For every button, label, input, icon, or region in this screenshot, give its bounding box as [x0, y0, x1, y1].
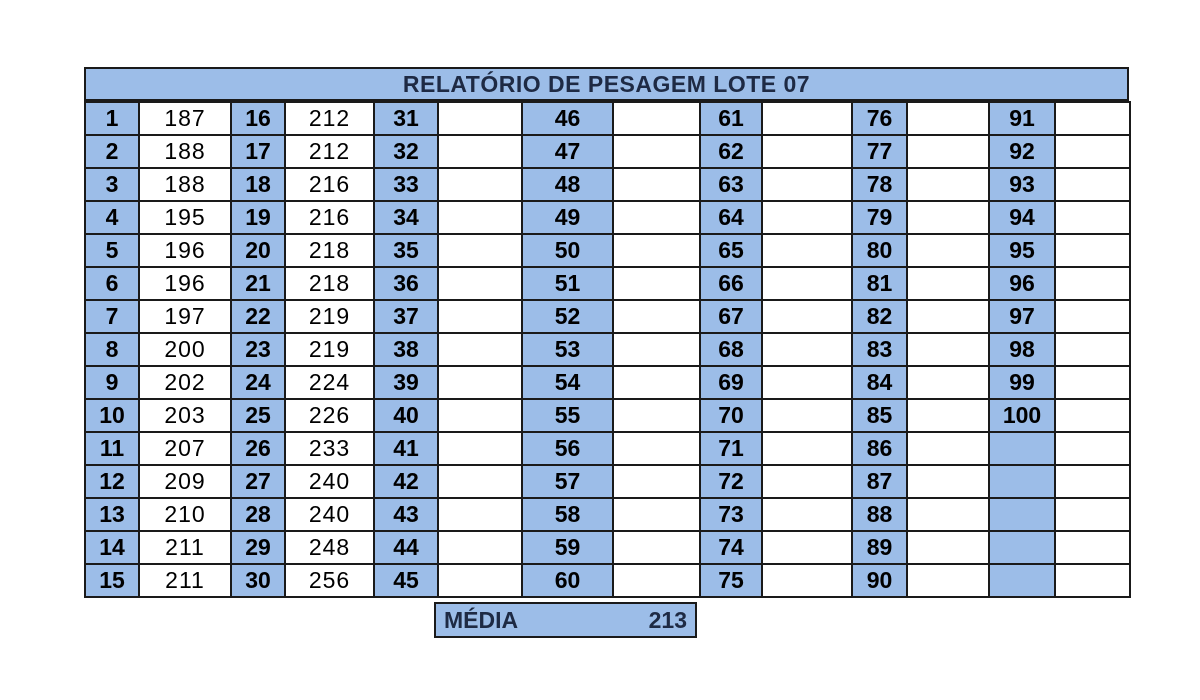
animal-number-cell: 61: [700, 102, 762, 135]
weight-cell: 211: [139, 531, 231, 564]
animal-number-cell: 43: [374, 498, 438, 531]
weight-cell: 196: [139, 234, 231, 267]
animal-number-cell: 7: [85, 300, 139, 333]
table-row: [85, 333, 1130, 366]
table-row: [85, 135, 1130, 168]
animal-number-cell: 59: [522, 531, 613, 564]
weight-cell: [762, 432, 852, 465]
animal-number-cell: 50: [522, 234, 613, 267]
weight-cell: [438, 399, 522, 432]
weight-cell: [438, 564, 522, 597]
weight-cell: [762, 531, 852, 564]
weight-cell: [438, 234, 522, 267]
animal-number-cell: 60: [522, 564, 613, 597]
animal-number-cell: 4: [85, 201, 139, 234]
weight-cell: 187: [139, 102, 231, 135]
average-value: 213: [648, 607, 687, 633]
weight-cell: 211: [139, 564, 231, 597]
animal-number-cell: 18: [231, 168, 285, 201]
weight-cell: [1055, 267, 1130, 300]
weight-cell: [762, 399, 852, 432]
weight-cell: [762, 135, 852, 168]
weight-cell: 209: [139, 465, 231, 498]
weight-cell: [1055, 465, 1130, 498]
animal-number-cell: 64: [700, 201, 762, 234]
animal-number-cell: 62: [700, 135, 762, 168]
weight-cell: [1055, 366, 1130, 399]
animal-number-cell: 3: [85, 168, 139, 201]
animal-number-cell: 45: [374, 564, 438, 597]
animal-number-cell: 81: [852, 267, 907, 300]
weight-cell: [438, 267, 522, 300]
animal-number-cell: [989, 498, 1055, 531]
table-row: [85, 234, 1130, 267]
weight-cell: [907, 498, 989, 531]
animal-number-cell: [989, 465, 1055, 498]
animal-number-cell: 68: [700, 333, 762, 366]
animal-number-cell: 40: [374, 399, 438, 432]
average-row: [434, 602, 697, 638]
animal-number-cell: 14: [85, 531, 139, 564]
weight-cell: 210: [139, 498, 231, 531]
animal-number-cell: 73: [700, 498, 762, 531]
animal-number-cell: 97: [989, 300, 1055, 333]
weight-cell: 219: [285, 300, 374, 333]
animal-number-cell: 12: [85, 465, 139, 498]
animal-number-cell: [989, 564, 1055, 597]
animal-number-cell: 78: [852, 168, 907, 201]
weight-cell: 207: [139, 432, 231, 465]
table-row: [85, 465, 1130, 498]
weight-cell: 203: [139, 399, 231, 432]
weights-table: [84, 101, 1131, 598]
weight-cell: [907, 267, 989, 300]
weight-cell: [907, 333, 989, 366]
table-row: [85, 102, 1130, 135]
weight-cell: 233: [285, 432, 374, 465]
animal-number-cell: 70: [700, 399, 762, 432]
animal-number-cell: 13: [85, 498, 139, 531]
weight-cell: 256: [285, 564, 374, 597]
weight-cell: [438, 366, 522, 399]
weight-cell: [907, 465, 989, 498]
animal-number-cell: 54: [522, 366, 613, 399]
weight-cell: [907, 300, 989, 333]
animal-number-cell: 88: [852, 498, 907, 531]
animal-number-cell: 84: [852, 366, 907, 399]
animal-number-cell: 15: [85, 564, 139, 597]
weight-cell: [907, 135, 989, 168]
animal-number-cell: 76: [852, 102, 907, 135]
weight-cell: [438, 531, 522, 564]
weight-cell: [762, 300, 852, 333]
animal-number-cell: [989, 531, 1055, 564]
animal-number-cell: 90: [852, 564, 907, 597]
animal-number-cell: 95: [989, 234, 1055, 267]
weight-cell: [1055, 432, 1130, 465]
weight-cell: 196: [139, 267, 231, 300]
animal-number-cell: 46: [522, 102, 613, 135]
weight-cell: 240: [285, 465, 374, 498]
animal-number-cell: 35: [374, 234, 438, 267]
weight-cell: [907, 366, 989, 399]
weight-cell: [907, 201, 989, 234]
weight-cell: 212: [285, 102, 374, 135]
animal-number-cell: 93: [989, 168, 1055, 201]
animal-number-cell: 22: [231, 300, 285, 333]
animal-number-cell: 36: [374, 267, 438, 300]
weight-cell: [613, 465, 700, 498]
animal-number-cell: 21: [231, 267, 285, 300]
weight-cell: [438, 135, 522, 168]
weight-cell: [1055, 531, 1130, 564]
weight-cell: [907, 168, 989, 201]
weight-cell: [762, 168, 852, 201]
animal-number-cell: 98: [989, 333, 1055, 366]
animal-number-cell: 48: [522, 168, 613, 201]
animal-number-cell: 44: [374, 531, 438, 564]
animal-number-cell: 65: [700, 234, 762, 267]
weight-cell: [1055, 168, 1130, 201]
animal-number-cell: 17: [231, 135, 285, 168]
weight-cell: [907, 564, 989, 597]
animal-number-cell: 8: [85, 333, 139, 366]
animal-number-cell: 63: [700, 168, 762, 201]
animal-number-cell: 49: [522, 201, 613, 234]
animal-number-cell: 33: [374, 168, 438, 201]
animal-number-cell: 57: [522, 465, 613, 498]
animal-number-cell: 66: [700, 267, 762, 300]
animal-number-cell: 16: [231, 102, 285, 135]
weight-cell: 197: [139, 300, 231, 333]
animal-number-cell: 31: [374, 102, 438, 135]
weight-cell: [1055, 564, 1130, 597]
animal-number-cell: 9: [85, 366, 139, 399]
weight-cell: [762, 234, 852, 267]
animal-number-cell: 87: [852, 465, 907, 498]
weighing-report: [84, 67, 1129, 598]
animal-number-cell: 10: [85, 399, 139, 432]
weight-cell: 218: [285, 234, 374, 267]
animal-number-cell: 69: [700, 366, 762, 399]
animal-number-cell: 58: [522, 498, 613, 531]
weight-cell: [613, 531, 700, 564]
weight-cell: [1055, 333, 1130, 366]
weight-cell: 248: [285, 531, 374, 564]
weight-cell: 216: [285, 168, 374, 201]
weight-cell: 188: [139, 135, 231, 168]
weight-cell: [613, 333, 700, 366]
weight-cell: [1055, 498, 1130, 531]
animal-number-cell: 39: [374, 366, 438, 399]
animal-number-cell: 51: [522, 267, 613, 300]
weight-cell: [613, 135, 700, 168]
animal-number-cell: 74: [700, 531, 762, 564]
weight-cell: [1055, 234, 1130, 267]
animal-number-cell: 96: [989, 267, 1055, 300]
table-row: [85, 531, 1130, 564]
animal-number-cell: 42: [374, 465, 438, 498]
weight-cell: [762, 333, 852, 366]
animal-number-cell: 30: [231, 564, 285, 597]
animal-number-cell: 25: [231, 399, 285, 432]
table-row: [85, 201, 1130, 234]
weight-cell: [438, 102, 522, 135]
weight-cell: [438, 333, 522, 366]
animal-number-cell: 99: [989, 366, 1055, 399]
weight-cell: [1055, 102, 1130, 135]
weight-cell: [613, 102, 700, 135]
weight-cell: 202: [139, 366, 231, 399]
weight-cell: 200: [139, 333, 231, 366]
weight-cell: 224: [285, 366, 374, 399]
animal-number-cell: 23: [231, 333, 285, 366]
animal-number-cell: 47: [522, 135, 613, 168]
weight-cell: [438, 498, 522, 531]
weight-cell: [613, 168, 700, 201]
animal-number-cell: 38: [374, 333, 438, 366]
table-row: [85, 267, 1130, 300]
animal-number-cell: 53: [522, 333, 613, 366]
weight-cell: [762, 201, 852, 234]
animal-number-cell: 19: [231, 201, 285, 234]
weight-cell: [438, 465, 522, 498]
table-row: [85, 168, 1130, 201]
weight-cell: [613, 234, 700, 267]
weight-cell: [907, 234, 989, 267]
weight-cell: [907, 531, 989, 564]
animal-number-cell: 32: [374, 135, 438, 168]
animal-number-cell: 55: [522, 399, 613, 432]
animal-number-cell: 34: [374, 201, 438, 234]
animal-number-cell: 80: [852, 234, 907, 267]
animal-number-cell: 89: [852, 531, 907, 564]
animal-number-cell: 72: [700, 465, 762, 498]
animal-number-cell: 20: [231, 234, 285, 267]
weight-cell: [438, 300, 522, 333]
table-row: [85, 300, 1130, 333]
weight-cell: [613, 300, 700, 333]
animal-number-cell: 28: [231, 498, 285, 531]
weight-cell: [907, 432, 989, 465]
weight-cell: 212: [285, 135, 374, 168]
weight-cell: [613, 432, 700, 465]
animal-number-cell: 24: [231, 366, 285, 399]
animal-number-cell: 71: [700, 432, 762, 465]
average-label: MÉDIA: [444, 607, 519, 633]
weight-cell: 216: [285, 201, 374, 234]
table-row: [85, 564, 1130, 597]
animal-number-cell: 100: [989, 399, 1055, 432]
weight-cell: [613, 498, 700, 531]
weight-cell: 218: [285, 267, 374, 300]
animal-number-cell: 37: [374, 300, 438, 333]
weight-cell: [438, 168, 522, 201]
table-row: [85, 498, 1130, 531]
weight-cell: 219: [285, 333, 374, 366]
table-row: [85, 432, 1130, 465]
weight-cell: [762, 465, 852, 498]
animal-number-cell: 11: [85, 432, 139, 465]
animal-number-cell: 79: [852, 201, 907, 234]
animal-number-cell: 27: [231, 465, 285, 498]
animal-number-cell: 75: [700, 564, 762, 597]
animal-number-cell: 92: [989, 135, 1055, 168]
animal-number-cell: 29: [231, 531, 285, 564]
report-title: RELATÓRIO DE PESAGEM LOTE 07: [84, 67, 1129, 101]
animal-number-cell: 52: [522, 300, 613, 333]
weight-cell: [762, 564, 852, 597]
animal-number-cell: 77: [852, 135, 907, 168]
weight-cell: 240: [285, 498, 374, 531]
weight-cell: [613, 366, 700, 399]
weight-cell: 188: [139, 168, 231, 201]
weight-cell: [762, 267, 852, 300]
animal-number-cell: 82: [852, 300, 907, 333]
weight-cell: 226: [285, 399, 374, 432]
animal-number-cell: 41: [374, 432, 438, 465]
animal-number-cell: 83: [852, 333, 907, 366]
animal-number-cell: 6: [85, 267, 139, 300]
animal-number-cell: [989, 432, 1055, 465]
weight-cell: [907, 102, 989, 135]
animal-number-cell: 2: [85, 135, 139, 168]
table-row: [85, 366, 1130, 399]
weight-cell: 195: [139, 201, 231, 234]
animal-number-cell: 67: [700, 300, 762, 333]
animal-number-cell: 86: [852, 432, 907, 465]
animal-number-cell: 91: [989, 102, 1055, 135]
table-row: [85, 399, 1130, 432]
weight-cell: [438, 201, 522, 234]
weight-cell: [762, 366, 852, 399]
animal-number-cell: 56: [522, 432, 613, 465]
weight-cell: [1055, 201, 1130, 234]
weight-cell: [907, 399, 989, 432]
weight-cell: [1055, 135, 1130, 168]
weight-cell: [1055, 399, 1130, 432]
weight-cell: [613, 201, 700, 234]
animal-number-cell: 26: [231, 432, 285, 465]
animal-number-cell: 5: [85, 234, 139, 267]
weight-cell: [762, 102, 852, 135]
weight-cell: [762, 498, 852, 531]
animal-number-cell: 1: [85, 102, 139, 135]
weight-cell: [1055, 300, 1130, 333]
weight-cell: [613, 267, 700, 300]
weight-cell: [438, 432, 522, 465]
animal-number-cell: 85: [852, 399, 907, 432]
animal-number-cell: 94: [989, 201, 1055, 234]
weight-cell: [613, 399, 700, 432]
weight-cell: [613, 564, 700, 597]
